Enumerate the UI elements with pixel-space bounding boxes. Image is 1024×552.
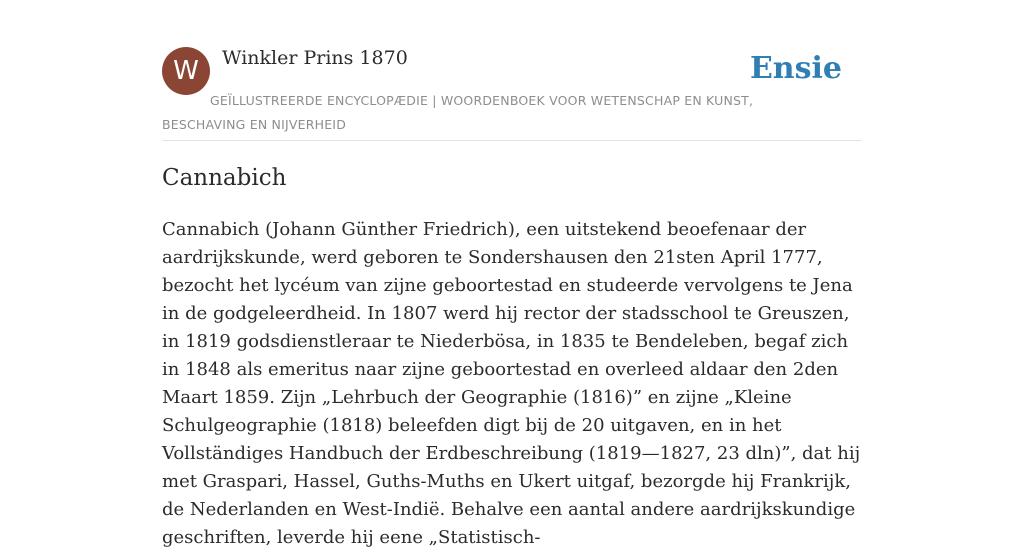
article-body: Cannabich (Johann Günther Friedrich), een uitstekend beoefenaar der aardrijkskunde, werd geboren te Sondershausen den 21sten April 1777, bezocht het lycéum van zijne geboortestad en studeerde vervolgens te Jena in de godgeleerdheid. In 1807 werd hij rector der stadsschool te Greuszen, in 1819 godsdienstleraar te Niederbösa, in 1835 te Bendeleben, begaf zich in 1848 als emeritus naar zijne geboortestad en overleed aldaar den 2den Maart 1859. Zijn „Lehrbuch der Geographie (1816)” en zijne „Kleine Schulgeographie (1818) beleefden digt bij de 20 uitgaven, en in het Vollständiges Handbuch der Erdbeschreibung (1819—1827, 23 dln)”, dat hij met Graspari, Hassel, Guths-Muths en Ukert uitgaf, bezorgde hij Frankrijk, de Nederlanden en West-Indië. Behalve een aantal andere aardrijkskundige geschriften, leverde hij eene „Statistisch- <box>162 219 861 548</box>
page-header <box>162 46 862 141</box>
brand-logo[interactable]: Ensie <box>749 51 842 86</box>
source-title[interactable]: Winkler Prins 1870 <box>222 47 408 69</box>
article-title: Cannabich <box>162 165 287 191</box>
source-avatar[interactable]: W <box>162 47 210 95</box>
source-subtitle: GEÏLLUSTREERDE ENCYCLOPÆDIE | WOORDENBOEK VOOR WETENSCHAP EN KUNST, BESCHAVING EN NIJVERHEID <box>162 93 754 132</box>
